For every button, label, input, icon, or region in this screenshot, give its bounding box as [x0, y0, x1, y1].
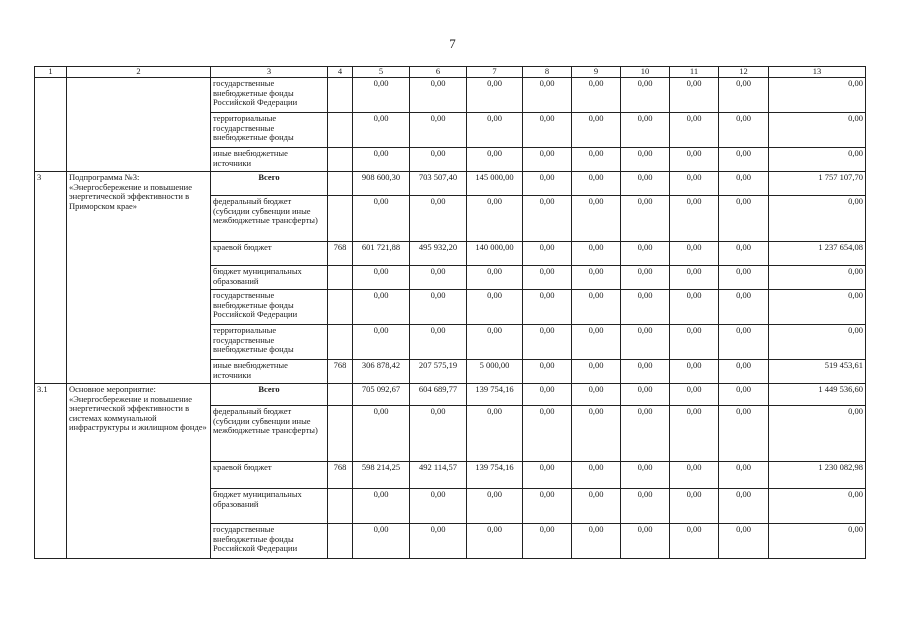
value-cell: 0,00: [719, 384, 769, 406]
value-cell: 0,00: [467, 489, 523, 524]
total-cell: 0,00: [769, 196, 866, 242]
column-header: 7: [467, 67, 523, 78]
value-cell: 0,00: [719, 242, 769, 266]
table-row: [35, 384, 866, 406]
column-header-row: [35, 67, 866, 78]
value-cell: 0,00: [621, 242, 670, 266]
value-cell: 0,00: [719, 113, 769, 148]
value-cell: 0,00: [670, 148, 719, 172]
value-cell: 0,00: [467, 196, 523, 242]
value-cell: 0,00: [621, 524, 670, 559]
row-number-cell: 3.1: [35, 384, 67, 559]
value-cell: 0,00: [670, 78, 719, 113]
column-header: 11: [670, 67, 719, 78]
value-cell: 0,00: [670, 524, 719, 559]
value-cell: 0,00: [670, 196, 719, 242]
value-cell: 0,00: [410, 148, 467, 172]
value-cell: 0,00: [719, 462, 769, 489]
value-cell: 0,00: [410, 196, 467, 242]
value-cell: 0,00: [572, 196, 621, 242]
value-cell: 0,00: [719, 78, 769, 113]
value-cell: 0,00: [621, 384, 670, 406]
value-cell: 0,00: [621, 406, 670, 462]
table-row: [35, 78, 866, 113]
value-cell: 0,00: [670, 266, 719, 290]
value-cell: 0,00: [670, 242, 719, 266]
value-cell: 0,00: [670, 172, 719, 196]
value-cell: 604 689,77: [410, 384, 467, 406]
funding-source-cell: территориальные государственные внебюджетные фонды: [211, 113, 328, 148]
value-cell: 705 092,67: [353, 384, 410, 406]
value-cell: 0,00: [467, 406, 523, 462]
budget-code-cell: [328, 489, 353, 524]
value-cell: 0,00: [621, 148, 670, 172]
value-cell: 207 575,19: [410, 360, 467, 384]
value-cell: 0,00: [523, 113, 572, 148]
column-header: 2: [67, 67, 211, 78]
value-cell: 0,00: [621, 290, 670, 325]
funding-source-cell: краевой бюджет: [211, 242, 328, 266]
value-cell: 0,00: [719, 406, 769, 462]
value-cell: 495 932,20: [410, 242, 467, 266]
value-cell: 0,00: [719, 266, 769, 290]
total-cell: 1 230 082,98: [769, 462, 866, 489]
value-cell: 0,00: [719, 325, 769, 360]
value-cell: 0,00: [621, 113, 670, 148]
value-cell: 0,00: [353, 290, 410, 325]
column-header: 9: [572, 67, 621, 78]
column-header: 10: [621, 67, 670, 78]
budget-code-cell: [328, 78, 353, 113]
value-cell: 908 600,30: [353, 172, 410, 196]
value-cell: 0,00: [410, 113, 467, 148]
value-cell: 0,00: [410, 325, 467, 360]
value-cell: 0,00: [410, 290, 467, 325]
value-cell: 0,00: [670, 360, 719, 384]
budget-code-cell: [328, 148, 353, 172]
value-cell: 0,00: [467, 148, 523, 172]
value-cell: 492 114,57: [410, 462, 467, 489]
value-cell: 0,00: [467, 325, 523, 360]
value-cell: 0,00: [621, 325, 670, 360]
value-cell: 306 878,42: [353, 360, 410, 384]
value-cell: 0,00: [572, 325, 621, 360]
funding-source-cell: Всего: [211, 384, 328, 406]
program-name-cell: Основное мероприятие: «Энергосбережение и повышение энергетической эффективности в системах коммунальной инфраструктуры и жилищном фонде»: [67, 384, 211, 559]
value-cell: 0,00: [572, 290, 621, 325]
value-cell: 0,00: [353, 113, 410, 148]
value-cell: 0,00: [353, 78, 410, 113]
column-header: 13: [769, 67, 866, 78]
value-cell: 598 214,25: [353, 462, 410, 489]
value-cell: 0,00: [572, 489, 621, 524]
total-cell: 0,00: [769, 489, 866, 524]
value-cell: 0,00: [467, 78, 523, 113]
value-cell: 601 721,88: [353, 242, 410, 266]
value-cell: 703 507,40: [410, 172, 467, 196]
value-cell: 0,00: [572, 462, 621, 489]
value-cell: 0,00: [572, 384, 621, 406]
total-cell: 0,00: [769, 78, 866, 113]
value-cell: 0,00: [467, 113, 523, 148]
value-cell: 0,00: [572, 242, 621, 266]
total-cell: 0,00: [769, 113, 866, 148]
value-cell: 0,00: [523, 406, 572, 462]
value-cell: 0,00: [410, 489, 467, 524]
column-header: 12: [719, 67, 769, 78]
value-cell: 0,00: [572, 148, 621, 172]
funding-source-cell: государственные внебюджетные фонды Российской Федерации: [211, 290, 328, 325]
budget-code-cell: [328, 290, 353, 325]
value-cell: 0,00: [719, 360, 769, 384]
value-cell: 0,00: [670, 290, 719, 325]
value-cell: 0,00: [719, 196, 769, 242]
value-cell: 0,00: [621, 489, 670, 524]
funding-source-cell: бюджет муниципальных образований: [211, 266, 328, 290]
value-cell: 0,00: [467, 524, 523, 559]
funding-source-cell: государственные внебюджетные фонды Российской Федерации: [211, 524, 328, 559]
value-cell: 139 754,16: [467, 384, 523, 406]
value-cell: 0,00: [670, 384, 719, 406]
total-cell: 519 453,61: [769, 360, 866, 384]
value-cell: 0,00: [670, 406, 719, 462]
value-cell: 0,00: [572, 266, 621, 290]
budget-code-cell: [328, 325, 353, 360]
funding-source-cell: бюджет муниципальных образований: [211, 489, 328, 524]
funding-source-cell: иные внебюджетные источники: [211, 148, 328, 172]
value-cell: 0,00: [523, 266, 572, 290]
value-cell: 0,00: [410, 524, 467, 559]
funding-source-cell: территориальные государственные внебюджетные фонды: [211, 325, 328, 360]
total-cell: 1 237 654,08: [769, 242, 866, 266]
budget-code-cell: [328, 384, 353, 406]
table-row: [35, 172, 866, 196]
value-cell: 0,00: [572, 113, 621, 148]
value-cell: 0,00: [572, 172, 621, 196]
value-cell: 0,00: [353, 524, 410, 559]
funding-source-cell: краевой бюджет: [211, 462, 328, 489]
row-number-cell: 3: [35, 172, 67, 384]
funding-source-cell: государственные внебюджетные фонды Российской Федерации: [211, 78, 328, 113]
total-cell: 0,00: [769, 406, 866, 462]
value-cell: 0,00: [410, 406, 467, 462]
value-cell: 0,00: [353, 148, 410, 172]
value-cell: 0,00: [523, 325, 572, 360]
budget-code-cell: [328, 266, 353, 290]
value-cell: 0,00: [621, 462, 670, 489]
value-cell: 0,00: [467, 290, 523, 325]
total-cell: 1 757 107,70: [769, 172, 866, 196]
value-cell: 0,00: [523, 360, 572, 384]
funding-source-cell: иные внебюджетные источники: [211, 360, 328, 384]
value-cell: 0,00: [719, 489, 769, 524]
value-cell: 0,00: [621, 78, 670, 113]
value-cell: 0,00: [353, 489, 410, 524]
funding-source-cell: федеральный бюджет (субсидии субвенции иные межбюджетные трансферты): [211, 406, 328, 462]
value-cell: 0,00: [572, 78, 621, 113]
value-cell: 0,00: [621, 172, 670, 196]
total-cell: 1 449 536,60: [769, 384, 866, 406]
value-cell: 0,00: [572, 360, 621, 384]
value-cell: 0,00: [719, 148, 769, 172]
row-number-cell: [35, 78, 67, 172]
value-cell: 0,00: [523, 196, 572, 242]
value-cell: 0,00: [523, 462, 572, 489]
budget-code-cell: 768: [328, 462, 353, 489]
value-cell: 0,00: [670, 462, 719, 489]
funding-source-cell: федеральный бюджет (субсидии субвенции иные межбюджетные трансферты): [211, 196, 328, 242]
page-number: 7: [449, 36, 456, 51]
column-header: 1: [35, 67, 67, 78]
value-cell: 139 754,16: [467, 462, 523, 489]
value-cell: 0,00: [523, 524, 572, 559]
total-cell: 0,00: [769, 290, 866, 325]
total-cell: 0,00: [769, 524, 866, 559]
total-cell: 0,00: [769, 266, 866, 290]
value-cell: 0,00: [670, 113, 719, 148]
program-name-cell: Подпрограмма №3: «Энергосбережение и повышение энергетической эффективности в Приморском крае»: [67, 172, 211, 384]
value-cell: 0,00: [523, 242, 572, 266]
value-cell: 0,00: [719, 172, 769, 196]
value-cell: 0,00: [523, 489, 572, 524]
budget-code-cell: [328, 196, 353, 242]
budget-code-cell: 768: [328, 242, 353, 266]
budget-table: [34, 66, 866, 559]
budget-code-cell: 768: [328, 360, 353, 384]
column-header: 3: [211, 67, 328, 78]
value-cell: 0,00: [523, 384, 572, 406]
column-header: 4: [328, 67, 353, 78]
value-cell: 0,00: [670, 489, 719, 524]
value-cell: 0,00: [353, 325, 410, 360]
value-cell: 0,00: [353, 406, 410, 462]
value-cell: 0,00: [621, 360, 670, 384]
budget-code-cell: [328, 406, 353, 462]
value-cell: 0,00: [523, 78, 572, 113]
value-cell: 0,00: [410, 266, 467, 290]
column-header: 5: [353, 67, 410, 78]
budget-code-cell: [328, 524, 353, 559]
value-cell: 0,00: [523, 290, 572, 325]
value-cell: 5 000,00: [467, 360, 523, 384]
budget-code-cell: [328, 172, 353, 196]
value-cell: 0,00: [523, 148, 572, 172]
value-cell: 0,00: [353, 196, 410, 242]
column-header: 6: [410, 67, 467, 78]
value-cell: 145 000,00: [467, 172, 523, 196]
value-cell: 0,00: [572, 406, 621, 462]
total-cell: 0,00: [769, 325, 866, 360]
value-cell: 0,00: [523, 172, 572, 196]
value-cell: 0,00: [467, 266, 523, 290]
budget-code-cell: [328, 113, 353, 148]
value-cell: 0,00: [719, 524, 769, 559]
value-cell: 0,00: [621, 196, 670, 242]
value-cell: 0,00: [572, 524, 621, 559]
total-cell: 0,00: [769, 148, 866, 172]
column-header: 8: [523, 67, 572, 78]
funding-source-cell: Всего: [211, 172, 328, 196]
program-name-cell: [67, 78, 211, 172]
value-cell: 0,00: [719, 290, 769, 325]
value-cell: 0,00: [670, 325, 719, 360]
value-cell: 0,00: [621, 266, 670, 290]
value-cell: 0,00: [353, 266, 410, 290]
value-cell: 140 000,00: [467, 242, 523, 266]
value-cell: 0,00: [410, 78, 467, 113]
